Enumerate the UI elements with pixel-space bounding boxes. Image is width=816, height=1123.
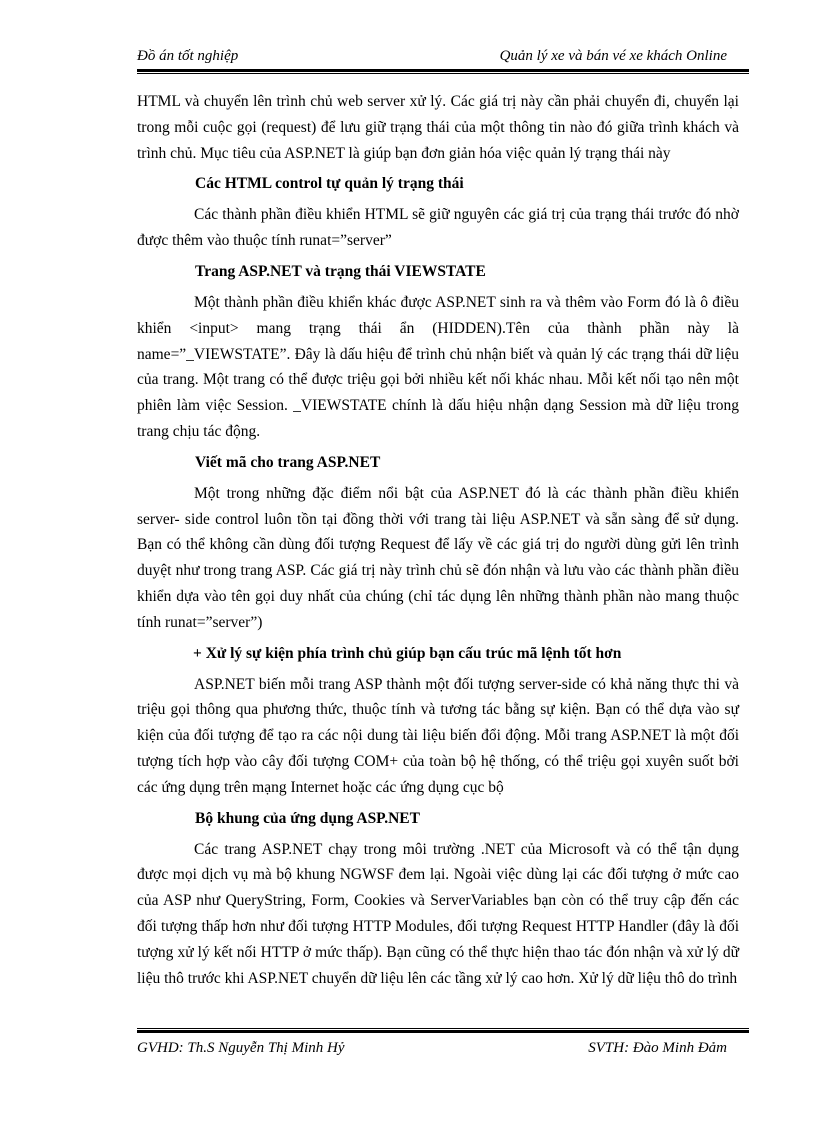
section-heading: Các HTML control tự quản lý trạng thái xyxy=(195,175,464,193)
page-header xyxy=(137,48,749,68)
header-project-title: Quản lý xe và bán vé xe khách Online xyxy=(499,48,727,64)
footer-student: SVTH: Đào Minh Đảm xyxy=(588,1040,727,1056)
body-paragraph: Các thành phần điều khiển HTML sẽ giữ nguyên các giá trị của trạng thái trước đó nhờ được thêm vào thuộc tính runat=”server” xyxy=(137,206,739,250)
section-heading: + Xử lý sự kiện phía trình chủ giúp bạn cấu trúc mã lệnh tốt hơn xyxy=(193,644,622,662)
footer-divider xyxy=(137,1028,749,1033)
header-divider xyxy=(137,69,749,74)
body-paragraph: Một thành phần điều khiển khác được ASP.NET sinh ra và thêm vào Form đó là ô điều khiển <input> mang trạng thái ẩn (HIDDEN).Tên của thành phần này là name=”_VIEWSTATE”. Đây là dấu hiệu để trình chủ nhận biết và quản lý các trạng thái dữ liệu của trang. Một trang có thể được triệu gọi bởi nhiều kết nối khác nhau. Mỗi kết nối tạo nên một phiên làm việc Session. _VIEWSTATE chính là dấu hiệu nhận dạng Session mà dữ liệu trong trang chịu tác động. xyxy=(137,293,739,440)
footer-supervisor: GVHD: Th.S Nguyễn Thị Minh Hỷ xyxy=(137,1040,345,1056)
page-body xyxy=(137,89,739,991)
body-paragraph: Một trong những đặc điểm nổi bật của ASP.NET đó là các thành phần điều khiển server- side control luôn tồn tại đồng thời với trang tài liệu ASP.NET và sẵn sàng để sử dụng. Bạn có thể không cần dùng đối tượng Request để lấy về các giá trị do người dùng gửi lên trình duyệt như trong trang ASP. Các giá trị này trình chủ sẽ đón nhận và lưu vào các thành phần điều khiển dựa vào tên gọi duy nhất của chúng (chỉ tác dụng lên những thành phần nào mang thuộc tính runat=”server”) xyxy=(137,484,739,631)
section-heading: Viết mã cho trang ASP.NET xyxy=(195,453,381,471)
body-paragraph: Các trang ASP.NET chạy trong môi trường .NET của Microsoft và có thể tận dụng được mọi dịch vụ mà bộ khung NGWSF đem lại. Ngoài việc dùng lại các đối tượng ở mức cao của ASP như QueryString, Form, Cookies và ServerVariables bạn còn có thể truy cập đến các đối tượng thấp hơn như đối tượng HTTP Modules, đối tượng Request HTTP Handler (đây là đối tượng xử lý kết nối HTTP ở mức thấp). Bạn cũng có thể thực hiện thao tác đón nhận và xử lý dữ liệu thô trước khi ASP.NET chuyển dữ liệu lên các tầng xử lý cao hơn. Xử lý dữ liệu thô do trình xyxy=(137,840,739,987)
section-heading: Trang ASP.NET và trạng thái VIEWSTATE xyxy=(195,263,486,281)
page-footer xyxy=(137,1040,749,1060)
section-heading: Bộ khung của ứng dụng ASP.NET xyxy=(195,809,420,827)
body-paragraph: HTML và chuyển lên trình chủ web server xử lý. Các giá trị này cần phải chuyển đi, chuyển lại trong mỗi cuộc gọi (request) để lưu giữ trạng thái của một thông tin nào đó giữa trình khách và trình chủ. Mục tiêu của ASP.NET là giúp bạn đơn giản hóa việc quản lý trạng thái này xyxy=(137,93,739,162)
header-document-type: Đồ án tốt nghiệp xyxy=(137,48,239,64)
body-paragraph: ASP.NET biến mỗi trang ASP thành một đối tượng server-side có khả năng thực thi và triệu gọi thông qua phương thức, thuộc tính và tương tác bằng sự kiện. Bạn có thể dựa vào sự kiện của đối tượng để tạo ra các nội dung tài liệu biến đổi động. Mỗi trang ASP.NET là một đối tượng tích hợp vào cây đối tượng COM+ của toàn bộ hệ thống, có thể triệu gọi xuyên suốt bởi các ứng dụng trên mạng Internet hoặc các ứng dụng cục bộ xyxy=(137,675,739,796)
